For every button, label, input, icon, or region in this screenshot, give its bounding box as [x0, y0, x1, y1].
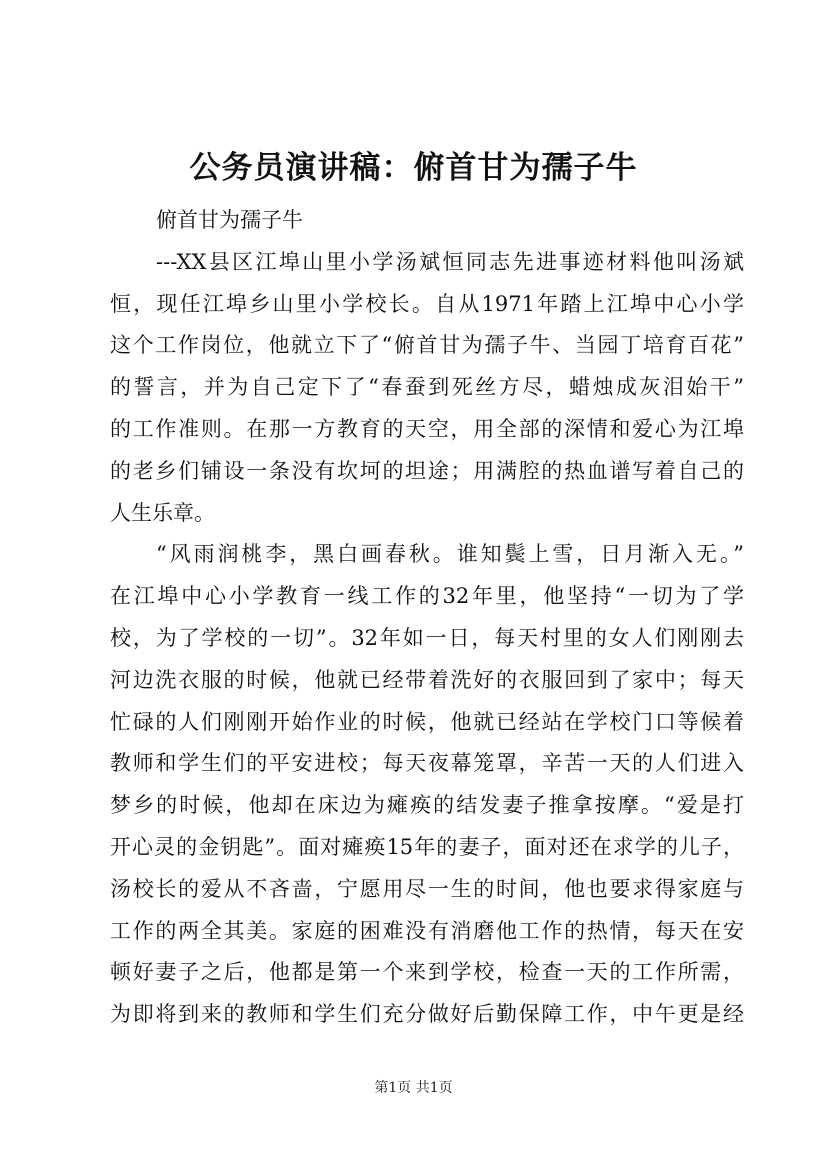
subtitle-line: 俯首甘为孺子牛 — [156, 208, 303, 232]
document-body — [110, 200, 744, 1036]
page-footer: 第1页 共1页 — [374, 1080, 453, 1096]
text-line: 工作的两全其美。家庭的困难没有消磨他工作的热情，每天在安 — [110, 918, 744, 943]
text-line: 顿好妻子之后，他都是第一个来到学校，检查一天的工作所需， — [110, 960, 744, 985]
text-line: 汤校长的爱从不吝啬，宁愿用尽一生的时间，他也要求得家庭与 — [110, 876, 744, 901]
text-line: ---XX县区江埠山里小学汤斌恒同志先进事迹材料他叫汤斌 — [156, 249, 744, 274]
text-line: 恒，现任江埠乡山里小学校长。自从1971年踏上江埠中心小学 — [110, 291, 744, 316]
text-line: 的工作准则。在那一方教育的天空，用全部的深情和爱心为江埠 — [110, 416, 744, 441]
document-title: 公务员演讲稿：俯首甘为孺子牛 — [189, 150, 638, 186]
text-line: 忙碌的人们刚刚开始作业的时候，他就已经站在学校门口等候着 — [110, 709, 744, 734]
text-line: 校，为了学校的一切”。32年如一日，每天村里的女人们刚刚去 — [110, 625, 744, 650]
text-line: 在江埠中心小学教育一线工作的32年里，他坚持“一切为了学 — [110, 584, 744, 609]
text-line: “风雨润桃李，黑白画春秋。谁知鬓上雪，日月渐入无。” — [156, 542, 744, 567]
text-line: 的誓言，并为自己定下了“春蚕到死丝方尽，蜡烛成灰泪始干” — [110, 375, 744, 400]
text-line: 梦乡的时候，他却在床边为瘫痪的结发妻子推拿按摩。“爱是打 — [110, 793, 744, 818]
text-line: 的老乡们铺设一条没有坎坷的坦途；用满腔的热血谱写着自己的 — [110, 458, 744, 483]
subtitle-paragraph — [110, 200, 744, 242]
text-line: 人生乐章。 — [110, 500, 215, 525]
text-line: 为即将到来的教师和学生们充分做好后勤保障工作，中午更是经 — [110, 1002, 744, 1027]
text-line: 开心灵的金钥匙”。面对瘫痪15年的妻子，面对还在求学的儿子， — [110, 834, 744, 859]
text-line: 河边洗衣服的时候，他就已经带着洗好的衣服回到了家中；每天 — [110, 667, 744, 692]
text-line: 教师和学生们的平安进校；每天夜幕笼罩，辛苦一天的人们进入 — [110, 751, 744, 776]
paragraph-1 — [110, 242, 744, 535]
paragraph-2 — [110, 534, 744, 1036]
text-line: 这个工作岗位，他就立下了“俯首甘为孺子牛、当园丁培育百花” — [110, 333, 744, 358]
